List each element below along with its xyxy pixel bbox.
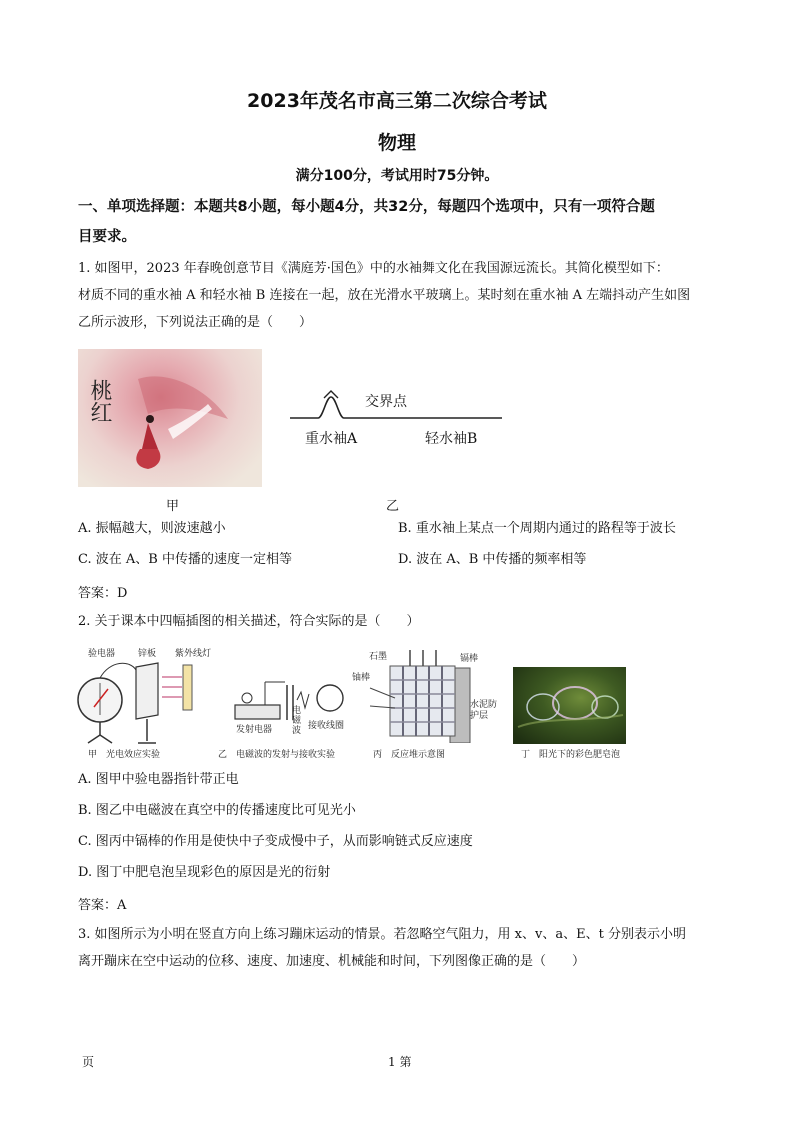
q2-option-b: B. 图乙中电磁波在真空中的传播速度比可见光小 bbox=[78, 803, 356, 818]
q1-stem-line2: 材质不同的重水袖 A 和轻水袖 B 连接在一起，放在光滑水平玻璃上。某时刻在重水袖 A 左端抖动产生如图 bbox=[78, 288, 691, 303]
label-transmitter: 发射电器 bbox=[236, 725, 273, 735]
q1-option-a: A. 振幅越大，则波速越小 bbox=[78, 521, 226, 536]
q1-answer: 答案：D bbox=[78, 586, 128, 601]
painting-calligraphy: 桃红 bbox=[87, 379, 112, 423]
q2-fig-ding-photo bbox=[513, 667, 626, 744]
subject-title: 物理 bbox=[377, 132, 416, 154]
label-cadmium-rod: 镉棒 bbox=[460, 654, 479, 664]
q1-fig-label-yi: 乙 bbox=[386, 499, 400, 514]
q1-stem-line3: 乙所示波形，下列说法正确的是（ ） bbox=[78, 315, 313, 330]
sleeve-b-label: 轻水袖B bbox=[425, 431, 478, 447]
q1-stem-line1: 1. 如图甲，2023 年春晚创意节目《满庭芳·国色》中的水袖舞文化在我国源远流长。其简化模型如下： bbox=[78, 261, 669, 276]
q2-fig-ding-caption: 丁 阳光下的彩色肥皂泡 bbox=[521, 750, 621, 760]
section-heading-line1: 一、单项选择题：本题共8小题，每小题4分，共32分，每题四个选项中，只有一项符合题 bbox=[78, 199, 655, 215]
q2-fig-jia-caption: 甲 光电效应实验 bbox=[88, 750, 161, 760]
q2-fig-jia-photoelectric bbox=[70, 655, 200, 745]
q3-stem bbox=[78, 921, 724, 975]
q2-option-c: C. 图丙中镉棒的作用是使快中子变成慢中子，从而影响链式反应速度 bbox=[78, 834, 473, 849]
q3-stem-line1: 3. 如图所示为小明在竖直方向上练习蹦床运动的情景。若忽略空气阻力，用 x、v、a、E、t 分别表示小明 bbox=[78, 927, 686, 942]
label-em-wave: 电磁波 bbox=[292, 706, 302, 736]
q2-fig-yi-caption: 乙 电磁波的发射与接收实验 bbox=[218, 750, 336, 760]
exam-title: 2023年茂名市高三第二次综合考试 bbox=[247, 90, 547, 112]
junction-label: 交界点 bbox=[365, 394, 407, 410]
sleeve-a-label: 重水袖A bbox=[305, 431, 358, 447]
label-concrete-shield: 水泥防护层 bbox=[470, 700, 498, 721]
label-uv-lamp: 紫外线灯 bbox=[175, 649, 212, 659]
label-electroscope: 验电器 bbox=[88, 649, 116, 659]
q2-option-a: A. 图甲中验电器指针带正电 bbox=[78, 772, 239, 787]
q2-fig-bing-caption: 丙 反应堆示意图 bbox=[373, 750, 446, 760]
q1-figure-jia-painting bbox=[78, 349, 262, 487]
exam-info: 满分100分，考试用时75分钟。 bbox=[295, 168, 499, 184]
section-heading-line2: 目要求。 bbox=[78, 229, 136, 245]
q1-stem bbox=[78, 255, 724, 336]
label-graphite: 石墨 bbox=[369, 652, 388, 662]
q1-option-d: D. 波在 A、B 中传播的频率相等 bbox=[398, 552, 587, 567]
q2-answer: 答案：A bbox=[78, 898, 127, 913]
q2-stem: 2. 关于课本中四幅插图的相关描述，符合实际的是（ ） bbox=[78, 614, 420, 629]
q2-option-d: D. 图丁中肥皂泡呈现彩色的原因是光的衍射 bbox=[78, 865, 331, 880]
q1-option-c: C. 波在 A、B 中传播的速度一定相等 bbox=[78, 552, 292, 567]
q1-fig-label-jia: 甲 bbox=[166, 499, 180, 514]
label-receiver-coil: 接收线圈 bbox=[308, 721, 345, 731]
footer-page-number: 1 第 bbox=[388, 1055, 412, 1069]
q3-stem-line2: 离开蹦床在空中运动的位移、速度、加速度、机械能和时间，下列图像正确的是（ ） bbox=[78, 954, 586, 969]
footer-page-left: 页 bbox=[82, 1055, 95, 1069]
label-zinc-plate: 锌板 bbox=[138, 649, 157, 659]
soap-bubble-illustration bbox=[513, 667, 626, 744]
label-uranium-rod: 铀棒 bbox=[352, 673, 371, 683]
section-heading bbox=[78, 192, 724, 252]
q1-option-b: B. 重水袖上某点一个周期内通过的路程等于波长 bbox=[398, 521, 676, 536]
